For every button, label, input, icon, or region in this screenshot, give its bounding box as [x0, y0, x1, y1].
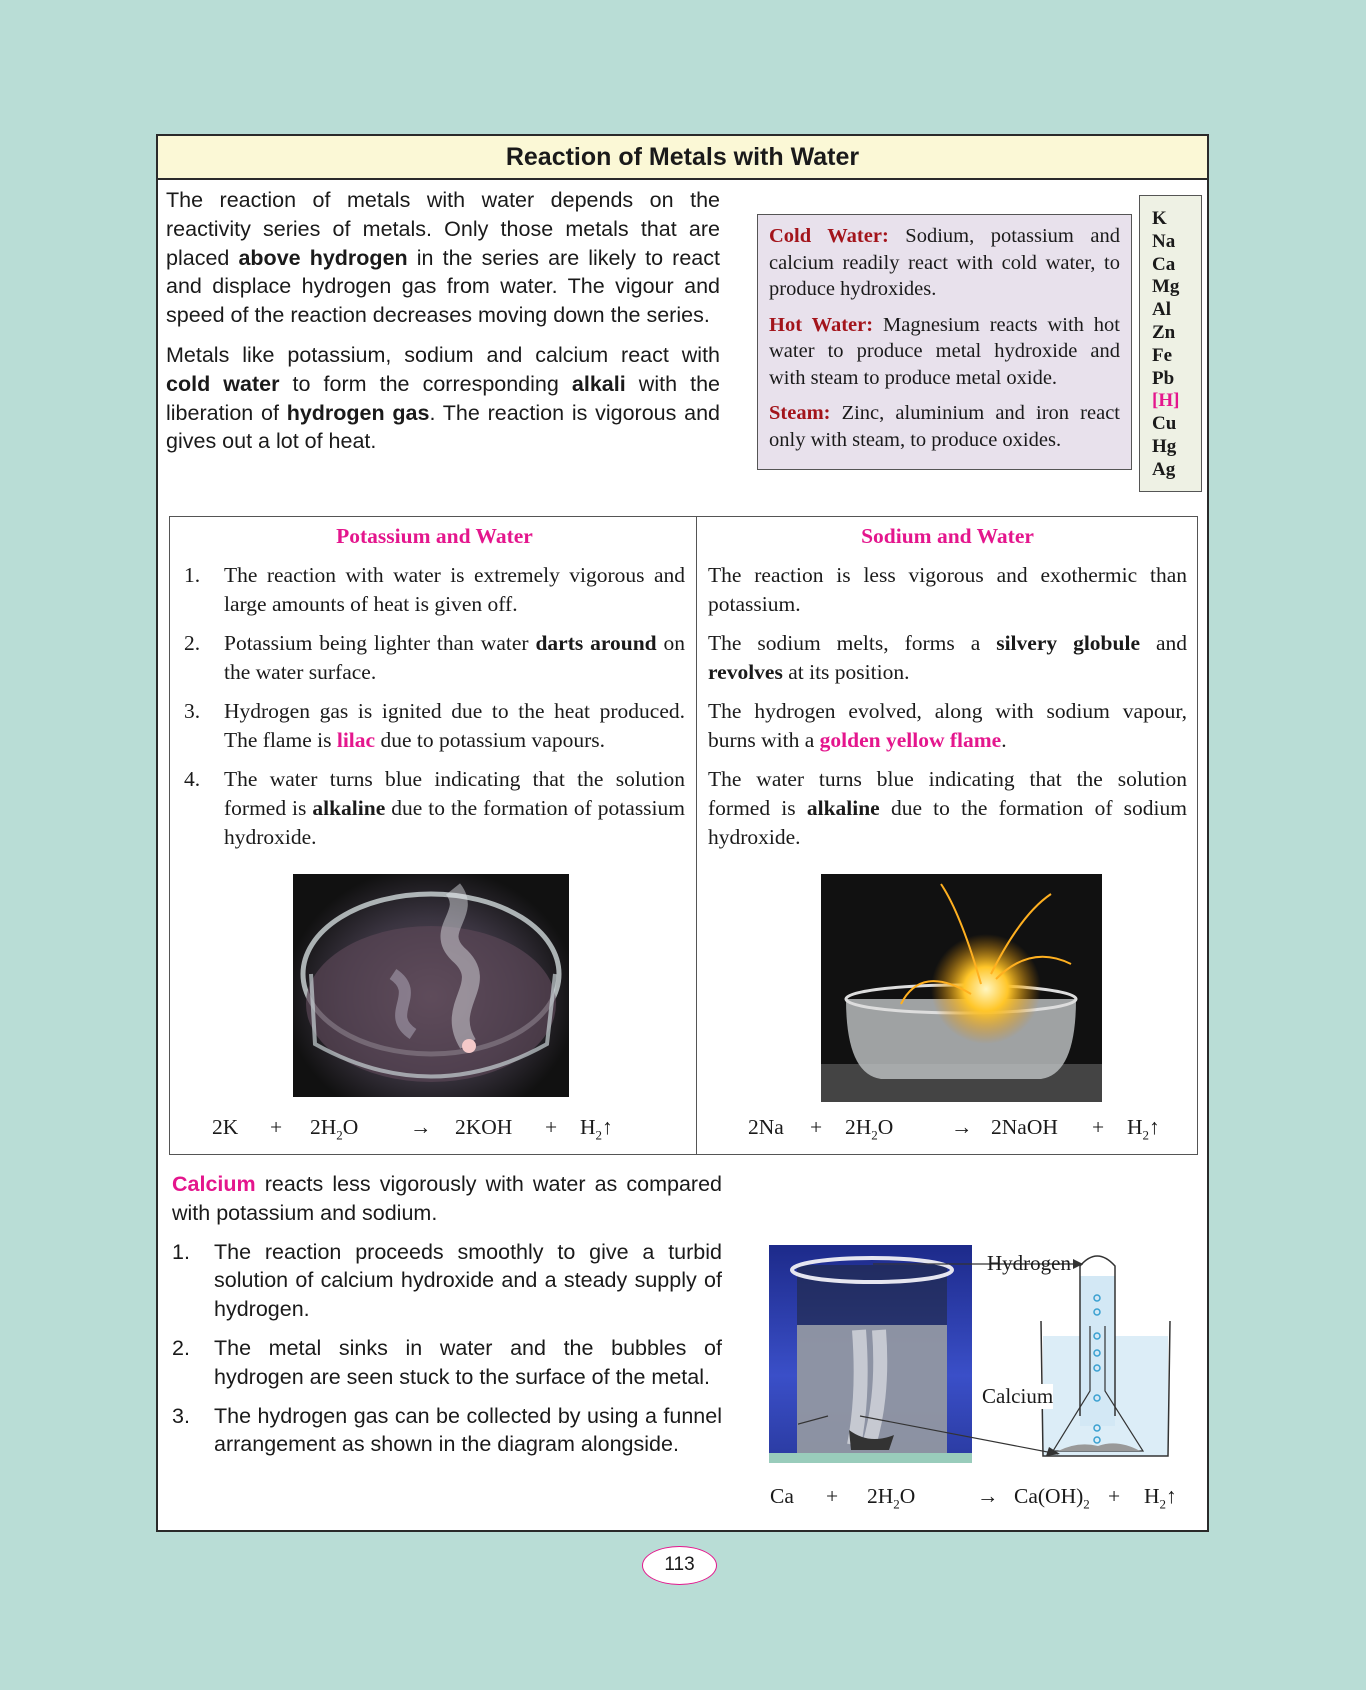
eq-sub: 2 [1159, 1496, 1167, 1512]
point-number: 3. [172, 1403, 190, 1428]
comparison-table [169, 516, 1198, 1155]
point-number: 3. [184, 699, 201, 723]
sodium-point [708, 561, 1187, 619]
page-title: Reaction of Metals with Water [158, 136, 1207, 180]
eq-term [580, 1113, 613, 1149]
point-text: The reaction proceeds smoothly to give a turbid solution of calcium hydroxide and a steady supply of hydrogen. [214, 1239, 722, 1322]
series-metal: K [1152, 208, 1167, 229]
bold-text: alkali [571, 371, 626, 396]
eq-text: 2H [310, 1115, 337, 1139]
text-run: The sodium melts, forms a [708, 631, 997, 655]
series-metal: Na [1152, 230, 1176, 252]
bold-text: darts around [535, 631, 657, 655]
point-text [224, 697, 685, 755]
eq-sub: 2 [336, 1127, 343, 1143]
eq-arrow: → [977, 1484, 999, 1508]
point-text [224, 629, 685, 687]
point-number: 1. [172, 1239, 190, 1264]
reactivity-series [1139, 195, 1202, 492]
eq-text: O [899, 1484, 916, 1508]
eq-term: 2Na [748, 1115, 784, 1139]
series-metal: Hg [1152, 435, 1177, 457]
eq-plus: + [810, 1115, 823, 1139]
series-metal: Mg [1152, 276, 1180, 298]
eq-text: O [342, 1115, 359, 1139]
point-text: The hydrogen gas can be collected by using a funnel arrangement as shown in the diagram alongside. [214, 1403, 722, 1457]
point-number: 2. [184, 631, 201, 655]
eq-text: ↑ [1166, 1484, 1177, 1508]
eq-term: Ca [770, 1484, 794, 1508]
calcium-point [172, 1334, 722, 1392]
series-metal: Fe [1152, 344, 1173, 366]
potassium-heading: Potassium and Water [336, 524, 533, 548]
sodium-column [697, 517, 1197, 1154]
point-number: 2. [172, 1335, 190, 1360]
series-metal: Zn [1152, 321, 1176, 343]
eq-term [1014, 1484, 1090, 1512]
text-run: to form the corresponding [279, 371, 572, 396]
text-run: . The reaction is vigorous and gives out a lot of heat. [166, 400, 720, 454]
conditions-box [757, 214, 1132, 470]
bold-text: alkaline [312, 796, 386, 820]
potassium-reaction-photo [293, 874, 569, 1097]
highlight-text: lilac [336, 728, 376, 752]
series-metal: Cu [1152, 413, 1177, 435]
hydrogen-label: Hydrogen [987, 1251, 1071, 1275]
text-run: Hydrogen gas is ignited due to the heat produced. The flame is [224, 699, 685, 752]
text-run: The reaction is less vigorous and exothermic than potassium. [708, 563, 1187, 616]
intro-text [166, 186, 720, 467]
text-run: in the series are likely to react and displace hydrogen gas from water. The vigour and speed of the reaction decreases moving down the series. [166, 245, 720, 328]
text-run: due to potassium vapours. [375, 728, 605, 752]
eq-sub: 2 [871, 1127, 878, 1143]
text-run: with the liberation of [166, 371, 720, 425]
text-run: reacts less vigorously with water as compared with potassium and sodium. [172, 1172, 722, 1225]
eq-text: H [1144, 1484, 1160, 1508]
eq-term: 2KOH [455, 1115, 513, 1139]
condition-cold: Cold Water: Sodium, potassium and calcium readily react with cold water, to produce hydroxides. [769, 225, 1120, 300]
petri-dish-illustration [293, 874, 569, 1097]
point-text [224, 765, 685, 852]
sodium-point [708, 629, 1187, 687]
eq-plus: + [270, 1115, 283, 1139]
eq-arrow: → [410, 1115, 432, 1139]
text-run: The hydrogen evolved, along with sodium vapour, burns with a [708, 699, 1187, 752]
point-text: The metal sinks in water and the bubbles of hydrogen are seen stuck to the surface of the metal. [214, 1335, 722, 1389]
sodium-reaction-photo [821, 874, 1102, 1102]
potassium-point [184, 629, 685, 687]
sodium-heading: Sodium and Water [861, 524, 1034, 548]
text-run: due to the formation of potassium hydroxide. [224, 796, 685, 849]
series-metal: Al [1152, 299, 1171, 321]
eq-term [1127, 1113, 1160, 1149]
bold-text: cold water [166, 371, 280, 396]
eq-text: H [580, 1115, 596, 1139]
highlight-text: Calcium [172, 1172, 256, 1196]
calcium-label: Calcium [982, 1384, 1054, 1408]
page-number: 113 [642, 1546, 717, 1585]
potassium-column [170, 517, 697, 1154]
eq-text: ↑ [602, 1115, 613, 1139]
text-run: . [1001, 728, 1007, 752]
condition-steam: Steam: Zinc, aluminium and iron react only with steam, to produce oxides. [769, 402, 1120, 451]
point-number: 1. [184, 563, 201, 587]
eq-sub: 2 [893, 1496, 900, 1512]
series-metal: Ag [1152, 458, 1176, 480]
bold-text: hydrogen gas [286, 400, 430, 425]
eq-term [310, 1113, 358, 1149]
text-run: on the water surface. [224, 631, 685, 684]
bold-text: revolves [708, 660, 783, 684]
text-run: at its position. [782, 660, 910, 684]
eq-term: 2NaOH [991, 1115, 1058, 1139]
potassium-point [184, 765, 685, 852]
text-run: The reaction of metals with water depends on the reactivity series of metals. Only those metals that are placed [166, 188, 720, 270]
eq-plus: + [1108, 1484, 1121, 1508]
hydrogen-collection-diagram [798, 1246, 1211, 1466]
text-run: due to the formation of sodium hydroxide. [708, 796, 1187, 849]
eq-term [845, 1113, 893, 1149]
eq-arrow: → [951, 1115, 973, 1139]
bold-text: alkaline [806, 796, 880, 820]
eq-text: H [1127, 1115, 1143, 1139]
page [156, 134, 1209, 1532]
intro-paragraph [166, 341, 720, 456]
text-run: The water turns blue indicating that the solution formed is [224, 767, 685, 820]
potassium-point [184, 697, 685, 755]
highlight-text: golden yellow flame [819, 728, 1002, 752]
bold-text: above hydrogen [238, 245, 408, 270]
point-text [224, 561, 685, 619]
calcium-point [172, 1238, 722, 1324]
sodium-flame-illustration [821, 874, 1102, 1102]
eq-text: ↑ [1149, 1115, 1160, 1139]
series-metal: Ca [1152, 253, 1176, 275]
text-run: and [1139, 631, 1187, 655]
calcium-intro [172, 1170, 722, 1228]
eq-text: O [877, 1115, 894, 1139]
intro-paragraph [166, 186, 720, 330]
eq-text: 2H [845, 1115, 872, 1139]
point-number: 4. [184, 767, 201, 791]
text-run: Metals like potassium, sodium and calcium react with [166, 342, 720, 367]
condition-hot: Hot Water: Magnesium reacts with hot water to produce metal hydroxide and with steam to produce metal oxide. [769, 313, 1121, 389]
series-metal: [H] [1152, 390, 1180, 412]
eq-text: 2H [867, 1484, 894, 1508]
text-run: Potassium being lighter than water [224, 631, 536, 655]
sodium-point [708, 697, 1187, 755]
eq-term [867, 1484, 915, 1512]
text-run: The reaction with water is extremely vigorous and large amounts of heat is given off. [224, 563, 685, 616]
eq-sub: 2 [595, 1127, 603, 1143]
eq-term [1144, 1484, 1177, 1512]
eq-sub: 2 [1142, 1127, 1150, 1143]
eq-plus: + [1092, 1115, 1105, 1139]
potassium-point [184, 561, 685, 619]
eq-text: Ca(OH) [1014, 1484, 1084, 1508]
eq-plus: + [826, 1484, 839, 1508]
series-metal: Pb [1152, 367, 1175, 389]
calcium-point [172, 1402, 722, 1460]
eq-sub: 2 [1083, 1496, 1090, 1512]
sodium-point [708, 765, 1187, 852]
eq-term: 2K [212, 1115, 239, 1139]
bold-text: silvery globule [996, 631, 1140, 655]
eq-plus: + [545, 1115, 558, 1139]
text-run: The water turns blue indicating that the solution formed is [708, 767, 1187, 820]
